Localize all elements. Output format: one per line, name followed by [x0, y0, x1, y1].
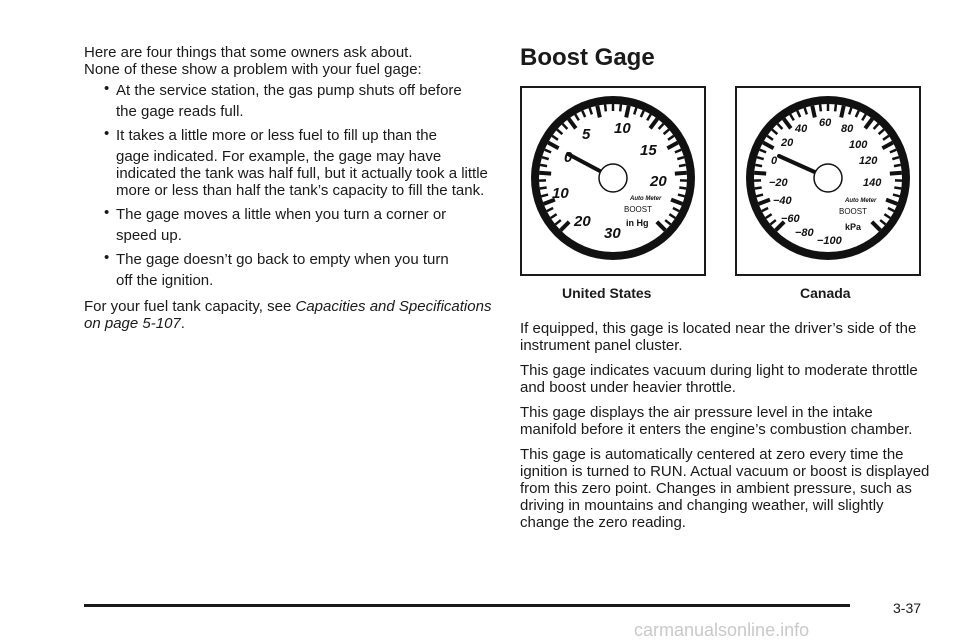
- gauge-tick: [540, 165, 547, 166]
- gauge-label: 15: [640, 142, 657, 159]
- gauge-tick: [620, 104, 621, 111]
- bullet-text-first: • It takes a little more or less fuel to fill up than the: [116, 127, 494, 144]
- watermark: carmanualsonline.info: [634, 620, 809, 641]
- reference-suffix: .: [181, 315, 185, 332]
- boost-label: BOOST: [839, 207, 867, 216]
- left-column: [84, 44, 494, 338]
- gauge-label: 20: [780, 137, 794, 149]
- gauge-label: 40: [794, 123, 808, 135]
- gauge-figures: [520, 86, 930, 316]
- paragraph: If equipped, this gage is located near the driver’s side of the instrument panel cluster.: [520, 320, 930, 354]
- unit-label: kPa: [845, 222, 862, 232]
- section-heading: Boost Gage: [520, 44, 930, 72]
- us-caption: United States: [562, 285, 651, 301]
- reference-prefix: For your fuel tank capacity, see: [84, 298, 296, 315]
- gauge-label: 140: [863, 177, 882, 189]
- gauge-tick: [812, 106, 815, 118]
- gauge-label: −80: [795, 227, 815, 239]
- unit-label: in Hg: [626, 218, 649, 228]
- bullet-text-first: • At the service station, the gas pump shuts off before: [116, 82, 494, 99]
- footer-rule: [84, 604, 850, 607]
- gauge-label: 10: [552, 185, 569, 202]
- page-number: 3-37: [893, 600, 921, 616]
- gauge-tick: [820, 104, 821, 111]
- gauge-tick: [679, 165, 686, 166]
- gauge-tick: [540, 188, 547, 189]
- bullet-item: [84, 251, 494, 289]
- gauge-label: 80: [841, 123, 854, 135]
- gauge-label: 60: [819, 117, 832, 129]
- gauge-tick: [893, 195, 900, 197]
- boost-label: BOOST: [624, 205, 652, 214]
- gauge-label: 120: [859, 155, 878, 167]
- gauge-label: −100: [817, 235, 843, 247]
- gauge-label: 20: [649, 173, 667, 190]
- gauge-tick: [835, 104, 836, 111]
- gauge-tick: [541, 195, 548, 197]
- bullet-text-rest: speed up.: [116, 227, 494, 244]
- bullet-text-first: • The gage doesn’t go back to empty when you turn: [116, 251, 494, 268]
- gauge-hub: [599, 164, 627, 192]
- paragraph: This gage is automatically centered at zero every time the ignition is turned to RUN. Actual vacuum or boost is displayed from this zero point. Changes in ambient pressure, such as driving in mountains and changing weather, will slightly change the zero reading.: [520, 446, 930, 531]
- bullet-item: [84, 82, 494, 120]
- gauge-label: 0: [771, 155, 778, 167]
- paragraph: This gage displays the air pressure level in the intake manifold before it enters the engine’s combustion chamber.: [520, 404, 930, 438]
- gauge-tick: [597, 106, 600, 118]
- brand-logo: Auto Meter: [844, 198, 877, 204]
- gauge-tick: [678, 195, 685, 197]
- gauge-label: −20: [769, 177, 789, 189]
- bullet-item: [84, 206, 494, 244]
- canada-gauge-figure: [735, 86, 921, 276]
- gauge-tick: [755, 165, 762, 166]
- gauge-label: 5: [582, 126, 591, 143]
- bullet-text-first: • The gage moves a little when you turn a corner or: [116, 206, 494, 223]
- gauge-tick: [605, 104, 606, 111]
- gauge-label: 10: [614, 120, 631, 137]
- bullet-text-rest: gage indicated. For example, the gage may have indicated the tank was half full, but it actually took a little more or less than half the tank’s capacity to fill the tank.: [116, 148, 494, 199]
- us-gauge-figure: [520, 86, 706, 276]
- gauge-tick: [890, 173, 902, 174]
- gauge-label: 100: [849, 139, 868, 151]
- gauge-tick: [894, 165, 901, 166]
- bullet-list: [84, 82, 494, 289]
- gauge-tick: [755, 188, 762, 189]
- gauge-label: 20: [573, 213, 591, 230]
- gauge-label: −60: [781, 213, 801, 225]
- capacity-reference: [84, 298, 494, 332]
- intro-line-2: None of these show a problem with your fuel gage:: [84, 61, 422, 78]
- gauge-hub: [814, 164, 842, 192]
- capacities-link[interactable]: Capacities and Specifications on page 5-107: [84, 298, 491, 332]
- gauge-tick: [539, 173, 551, 174]
- intro-line-1: Here are four things that some owners ask about.: [84, 44, 413, 61]
- bullet-text-rest: the gage reads full.: [116, 103, 494, 120]
- gauge-label: 0: [564, 149, 573, 166]
- paragraph: This gage indicates vacuum during light to moderate throttle and boost under heavier throttle.: [520, 362, 930, 396]
- gauge-label: −40: [773, 195, 793, 207]
- bullet-text-rest: off the ignition.: [116, 272, 494, 289]
- gauge-tick: [679, 188, 686, 189]
- gauge-tick: [841, 106, 844, 118]
- gauge-tick: [675, 173, 687, 174]
- boost-gage-description: [520, 320, 930, 531]
- us-boost-gauge-icon: [522, 88, 704, 274]
- gauge-tick: [756, 195, 763, 197]
- intro-text: [84, 44, 494, 78]
- gauge-tick: [754, 173, 766, 174]
- gauge-tick: [894, 188, 901, 189]
- gauge-tick: [626, 106, 629, 118]
- canada-caption: Canada: [800, 285, 851, 301]
- gauge-label: 30: [604, 225, 621, 242]
- brand-logo: Auto Meter: [629, 196, 662, 202]
- right-column: [520, 44, 930, 539]
- bullet-item: [84, 127, 494, 199]
- canada-boost-gauge-icon: [737, 88, 919, 274]
